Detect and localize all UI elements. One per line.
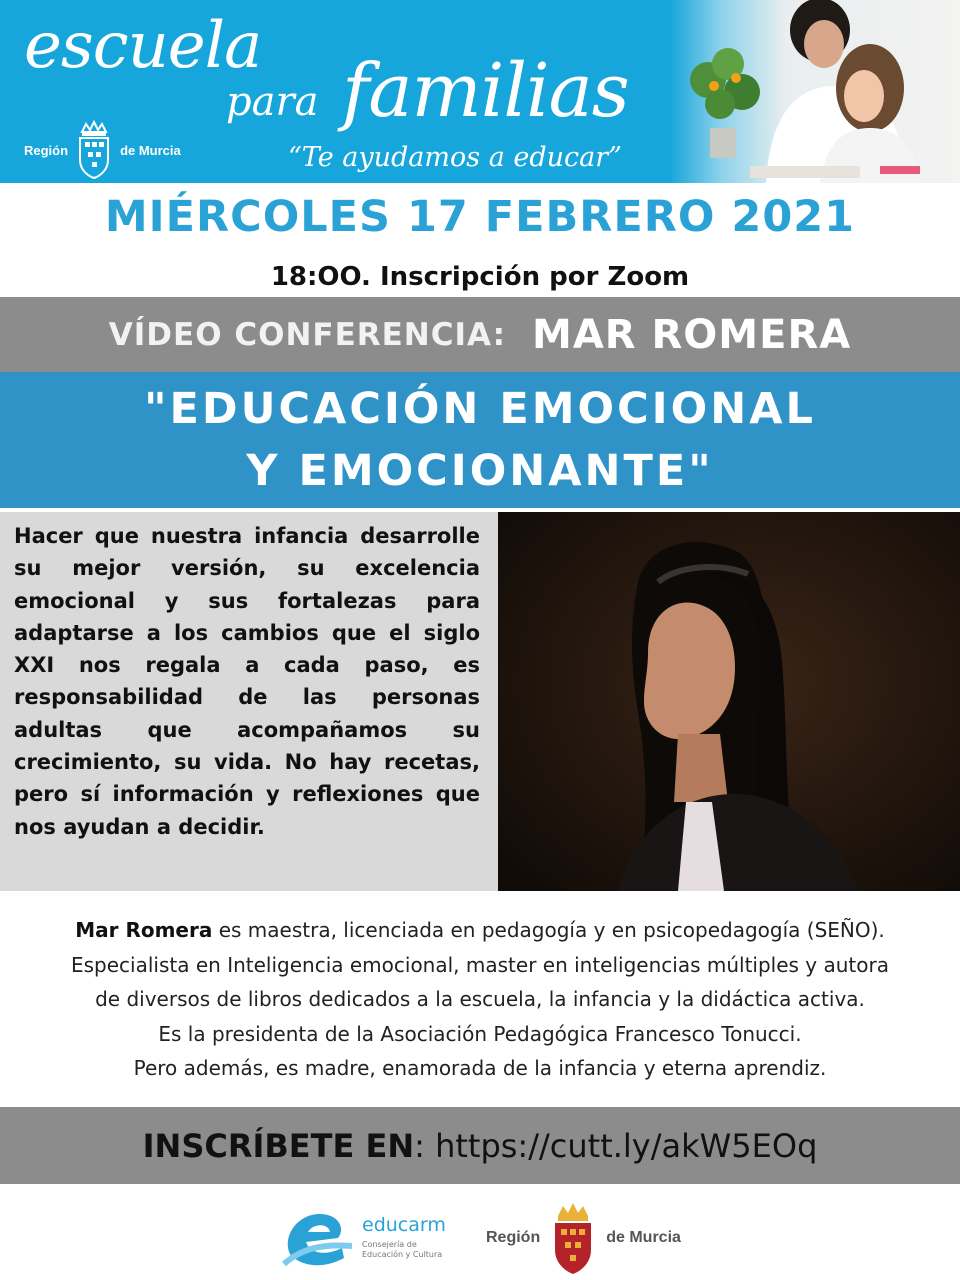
speaker-name: MAR ROMERA <box>532 311 852 358</box>
educarm-logo <box>282 1208 452 1268</box>
register-text <box>143 1127 818 1165</box>
slogan: “Te ayudamos a educar” <box>288 142 622 173</box>
bio-line-1-text: es maestra, licenciada en pedagogía y en psicopedagogía (SEÑO). <box>212 918 885 942</box>
bio-line-5: Pero además, es madre, enamorada de la infancia y eterna aprendiz. <box>133 1056 827 1080</box>
logo-familias-text: familias <box>342 48 629 134</box>
footer-region-label-2: de Murcia <box>606 1228 681 1246</box>
description-text: Hacer que nuestra infancia desarrolle su mejor versión, su excelencia emocional y sus fortalezas para adaptarse a los cambios que el siglo XXI nos regala a cada paso, es responsabilidad de las personas adultas que acompañamos su crecimiento, su vida. No hay recetas, pero sí información y reflexiones que nos ayudan a decidir. <box>14 524 480 839</box>
educarm-e-logo-icon <box>282 1208 354 1268</box>
register-label: INSCRÍBETE EN <box>142 1126 415 1165</box>
bio-line-2: Especialista en Inteligencia emocional, master en inteligencias múltiples y autora <box>71 952 889 977</box>
educarm-subtitle: Consejería de Educación y Cultura <box>362 1240 443 1259</box>
conference-bar <box>0 297 960 372</box>
event-time: 18:OO. Inscripción por Zoom <box>270 262 690 292</box>
register-separator: : <box>414 1126 436 1165</box>
talk-title-bar <box>0 372 960 508</box>
register-link[interactable]: https://cutt.ly/akW5EOq <box>435 1126 818 1165</box>
bio-name: Mar Romera <box>75 918 213 942</box>
speaker-bio <box>0 913 960 1086</box>
footer-region-label: Región <box>486 1228 541 1246</box>
region-label: Región <box>24 142 69 158</box>
header-banner <box>0 0 960 183</box>
bio-line-1 <box>0 913 960 948</box>
event-date: MIÉRCOLES 17 FEBRERO 2021 <box>104 192 856 242</box>
region-murcia-footer-logo <box>486 1200 681 1275</box>
region-label-2: de Murcia <box>120 142 181 158</box>
register-bar <box>0 1107 960 1184</box>
talk-title-line-2: Y EMOCIONANTE" <box>246 446 714 496</box>
educarm-name: educarm <box>362 1214 446 1236</box>
description-box <box>0 512 498 891</box>
talk-title-line-1: "EDUCACIÓN EMOCIONAL <box>144 384 816 434</box>
family-photo <box>670 0 960 183</box>
bio-line-3: de diversos de libros dedicados a la escuela, la infancia y la didáctica activa. <box>95 987 865 1011</box>
speaker-photo <box>498 512 960 891</box>
region-murcia-header-logo <box>24 120 181 180</box>
conference-label: VÍDEO CONFERENCIA: <box>108 316 507 353</box>
family-photo-illustration <box>670 0 960 183</box>
region-murcia-crest-icon <box>76 120 112 180</box>
speaker-photo-illustration <box>498 512 960 891</box>
region-murcia-crest-icon <box>550 1200 596 1276</box>
logo-para-text: para <box>226 79 319 125</box>
bio-line-4: Es la presidenta de la Asociación Pedagógica Francesco Tonucci. <box>158 1021 802 1046</box>
logo-escuela-text: escuela <box>24 9 262 83</box>
